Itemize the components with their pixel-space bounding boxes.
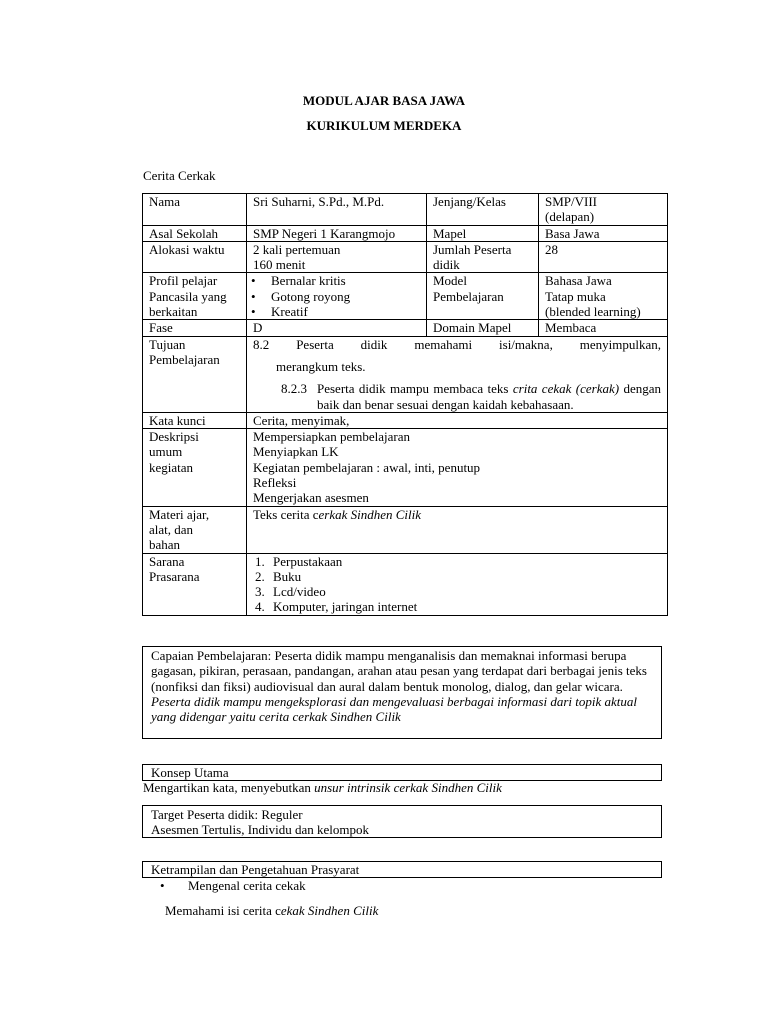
jumlah-label-line: Jumlah Peserta xyxy=(433,241,512,257)
list-item xyxy=(253,584,661,599)
document-title: MODUL AJAR BASA JAWA xyxy=(302,93,466,108)
list-text: Perpustakaan xyxy=(273,553,343,569)
deskripsi-label-line: Deskripsi xyxy=(149,429,199,445)
jumlah-label xyxy=(427,241,539,273)
profil-values xyxy=(247,273,427,320)
list-number: 1. xyxy=(255,553,265,569)
list-item xyxy=(253,599,661,614)
tujuan-1-line-b: merangkum teks. xyxy=(276,358,366,374)
prasyarat-line-normal: Memahami isi cerita c xyxy=(165,903,281,918)
materi-label-line: bahan xyxy=(149,537,181,553)
alokasi-value xyxy=(247,241,427,273)
list-item: Menyiapkan LK xyxy=(253,444,339,460)
jenjang-value-line: SMP/VIII xyxy=(545,194,598,209)
document-subtitle: KURIKULUM MERDEKA xyxy=(306,118,462,133)
section-label: Cerita Cerkak xyxy=(143,168,216,183)
profil-list xyxy=(249,273,420,319)
list-text: Lcd/video xyxy=(273,584,326,600)
konsep-text-italic: unsur intrinsik cerkak Sindhen Cilik xyxy=(314,780,502,795)
model-value-line: Bahasa Jawa xyxy=(545,273,612,289)
list-number: 2. xyxy=(255,568,265,584)
alokasi-line: 160 menit xyxy=(253,257,306,273)
list-item xyxy=(253,569,661,584)
konsep-label: Konsep Utama xyxy=(151,765,229,780)
list-item: • Kreatif xyxy=(249,304,420,319)
kata-kunci-value: Cerita, menyimak, xyxy=(247,412,668,428)
list-item: Mempersiapkan pembelajaran xyxy=(253,429,411,445)
deskripsi-label-line: kegiatan xyxy=(149,459,194,475)
model-value-line: (blended learning) xyxy=(545,304,641,320)
profil-label-line: berkaitan xyxy=(149,304,198,320)
list-item: Kegiatan pembelajaran : awal, inti, penutup xyxy=(253,459,481,475)
module-info-table xyxy=(142,193,668,616)
mapel-label: Mapel xyxy=(427,225,539,241)
table-row xyxy=(143,273,668,320)
list-item: Mengerjakan asesmen xyxy=(253,490,369,506)
konsep-box xyxy=(142,764,662,781)
capaian-box xyxy=(142,646,662,739)
nama-value: Sri Suharni, S.Pd., M.Pd. xyxy=(247,194,427,226)
tujuan-label-line: Tujuan xyxy=(149,336,186,352)
table-row xyxy=(143,225,668,241)
jenjang-value xyxy=(539,194,668,226)
capaian-text: Capaian Pembelajaran: Peserta didik mampu menganalisis dan memaknai informasi berupa gagasan, pikiran, perasaan, pandangan, arahan atau pesan yang terdapat dari berbagai jenis teks (nonfiksi dan fiksi) audiovisual dan aural dalam bentuk monolog, dialog, dan gelar wicara. xyxy=(151,648,647,694)
sarana-list xyxy=(253,554,661,615)
sekolah-value: SMP Negeri 1 Karangmojo xyxy=(247,225,427,241)
sarana-label-line: Prasarana xyxy=(149,568,200,584)
jumlah-label-line: didik xyxy=(433,257,460,273)
model-label xyxy=(427,273,539,320)
profil-label-line: Pancasila yang xyxy=(149,288,227,304)
deskripsi-value xyxy=(247,429,668,506)
sarana-label-line: Sarana xyxy=(149,553,185,569)
fase-label: Fase xyxy=(143,320,247,336)
list-number: 4. xyxy=(255,599,265,615)
table-row xyxy=(143,241,668,273)
materi-label-line: alat, dan xyxy=(149,521,194,537)
prasyarat-box xyxy=(142,861,662,878)
list-number: 3. xyxy=(255,584,265,600)
tujuan-2 xyxy=(253,381,661,412)
tujuan-2-text-a: Peserta didik mampu membaca teks xyxy=(317,381,513,397)
domain-label: Domain Mapel xyxy=(427,320,539,336)
table-row xyxy=(143,320,668,336)
tujuan-label-line: Pembelajaran xyxy=(149,351,220,367)
kata-kunci-label: Kata kunci xyxy=(143,412,247,428)
profil-label-line: Profil pelajar xyxy=(149,273,218,289)
table-row xyxy=(143,194,668,226)
mapel-value: Basa Jawa xyxy=(539,225,668,241)
nama-label: Nama xyxy=(143,194,247,226)
tujuan-2-number: 8.2.3 xyxy=(281,381,307,397)
alokasi-line: 2 kali pertemuan xyxy=(253,241,341,257)
deskripsi-label xyxy=(143,429,247,506)
jenjang-label: Jenjang/Kelas xyxy=(427,194,539,226)
list-item: Refleksi xyxy=(253,475,297,491)
target-line: Asesmen Tertulis, Individu dan kelompok xyxy=(151,822,370,838)
prasyarat-bullet-text: Mengenal cerita cekak xyxy=(188,878,306,893)
prasyarat-line-italic: ekak Sindhen Cilik xyxy=(280,903,379,918)
domain-value: Membaca xyxy=(539,320,668,336)
list-text: Buku xyxy=(273,568,302,584)
tujuan-2-italic-2: (cerkak) xyxy=(575,381,620,397)
model-label-line: Model xyxy=(433,273,467,289)
tujuan-label xyxy=(143,336,247,412)
materi-text: Teks cerita c xyxy=(253,506,319,522)
konsep-text-normal: Mengartikan kata, menyebutkan xyxy=(143,780,315,795)
target-line: Target Peserta didik: Reguler xyxy=(151,807,303,822)
materi-label-line: Materi ajar, xyxy=(149,506,210,522)
deskripsi-label-line: umum xyxy=(149,444,183,460)
bullet-icon: • xyxy=(160,878,165,893)
target-box xyxy=(142,805,662,838)
table-row xyxy=(143,412,668,428)
tujuan-2-italic-1: crita cekak xyxy=(512,381,572,397)
model-value-line: Tatap muka xyxy=(545,288,606,304)
alokasi-label: Alokasi waktu xyxy=(143,241,247,273)
materi-value xyxy=(247,506,668,553)
materi-italic: erkak Sindhen Cilik xyxy=(318,506,422,522)
sekolah-label: Asal Sekolah xyxy=(143,225,247,241)
jumlah-value: 28 xyxy=(539,241,668,273)
fase-value: D xyxy=(247,320,427,336)
tujuan-1-line-a: 8.2 Peserta didik memahami isi/makna, menyimpulkan, xyxy=(253,336,661,352)
tujuan-value xyxy=(247,336,668,412)
table-row xyxy=(143,336,668,412)
prasyarat-line xyxy=(165,903,378,918)
list-item: • Gotong royong xyxy=(249,289,420,304)
jenjang-value-line: (delapan) xyxy=(545,209,595,225)
list-text: Komputer, jaringan internet xyxy=(273,599,418,615)
profil-label xyxy=(143,273,247,320)
list-item: • Bernalar kritis xyxy=(249,273,420,288)
prasyarat-bullet-item xyxy=(160,878,306,893)
model-label-line: Pembelajaran xyxy=(433,288,504,304)
sarana-value xyxy=(247,553,668,615)
sarana-label xyxy=(143,553,247,615)
table-row xyxy=(143,506,668,553)
prasyarat-label: Ketrampilan dan Pengetahuan Prasyarat xyxy=(151,862,360,877)
konsep-text xyxy=(143,780,502,795)
table-row xyxy=(143,429,668,506)
table-row xyxy=(143,553,668,615)
list-item xyxy=(253,554,661,569)
tujuan-2-text-b: dengan baik dan benar sesuai dengan kaidah kebahasaan. xyxy=(317,381,661,412)
capaian-italic: Peserta didik mampu mengeksplorasi dan mengevaluasi berbagai informasi dari topik aktual yang didengar yaitu cerita cerkak Sindhen Cilik xyxy=(151,693,638,725)
materi-label xyxy=(143,506,247,553)
model-value xyxy=(539,273,668,320)
